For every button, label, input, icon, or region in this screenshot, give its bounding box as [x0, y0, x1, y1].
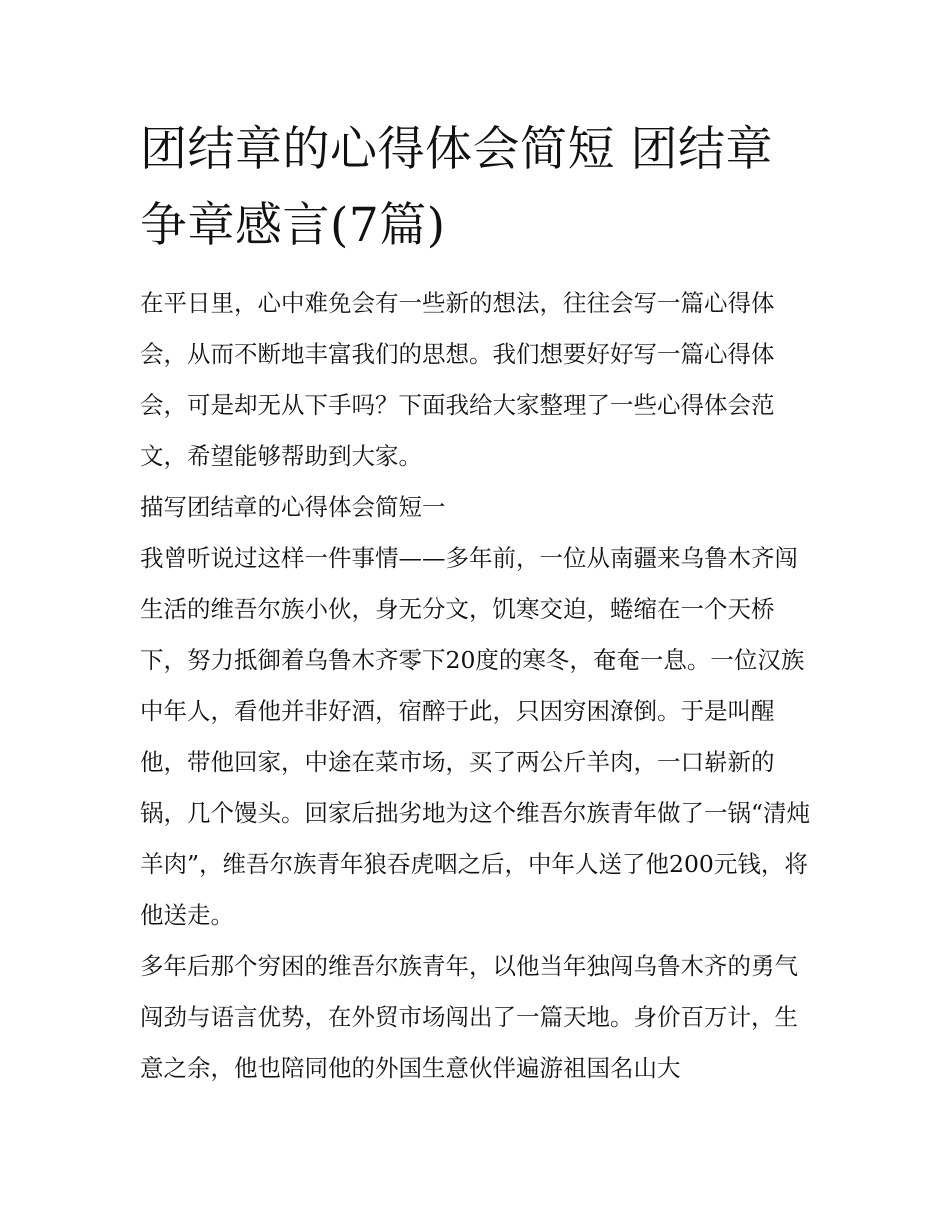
paragraph-continuation: 多年后那个穷困的维吾尔族青年，以他当年独闯乌鲁木齐的勇气闯劲与语言优势，在外贸市场闯出了一篇天地。身价百万计，生意之余，他也陪同他的外国生意伙伴遍游祖国名山大: [140, 952, 798, 1082]
paragraph-story: 我曾听说过这样一件事情——多年前，一位从南疆来乌鲁木齐闯生活的维吾尔族小伙，身无分文，饥寒交迫，蜷缩在一个天桥下，努力抵御着乌鲁木齐零下20度的寒冬，奄奄一息。一位汉族中年人，看他并非好酒，宿醉于此，只因穷困潦倒。于是叫醒他，带他回家，中途在菜市场，买了两公斤羊肉，一口崭新的锅，几个馒头。回家后拙劣地为这个维吾尔族青年做了一锅“清炖羊肉”，维吾尔族青年狼吞虎咽之后，中年人送了他200元钱，将他送走。: [140, 544, 811, 929]
document-body: [140, 278, 812, 1094]
section-heading: 描写团结章的心得体会简短一: [140, 493, 446, 521]
paragraph-intro: 在平日里，心中难免会有一些新的想法，往往会写一篇心得体会，从而不断地丰富我们的思想。我们想要好好写一篇心得体会，可是却无从下手吗？下面我给大家整理了一些心得体会范文，希望能够帮助到大家。: [140, 289, 775, 470]
document-title: 团结章的心得体会简短 团结章争章感言(7篇): [140, 122, 773, 253]
